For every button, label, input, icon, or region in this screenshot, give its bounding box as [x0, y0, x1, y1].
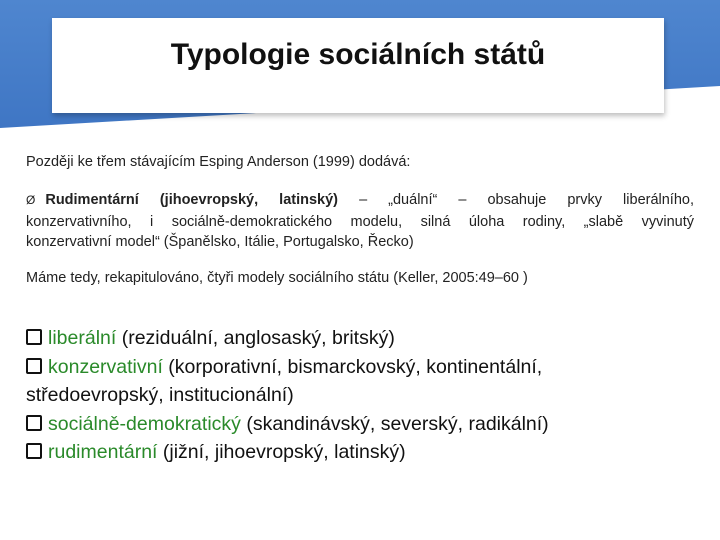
- checkbox-bullet-icon: [26, 443, 42, 459]
- model-desc: (korporativní, bismarckovský, kontinentální,: [162, 355, 543, 378]
- checkbox-bullet-icon: [26, 415, 42, 431]
- model-name: sociálně-demokratický: [48, 412, 241, 435]
- point-line-2: konzervativního, i sociálně-demokratického modelu, silná úloha rodiny, „slabě vyvinutý: [26, 214, 694, 230]
- model-name: konzervativní: [48, 355, 163, 378]
- list-item: [26, 353, 706, 382]
- point-term: Rudimentární (jihoevropský, latinský): [45, 192, 339, 208]
- models-list: [26, 324, 706, 467]
- point-line-1: [26, 190, 694, 210]
- list-item: [26, 410, 706, 439]
- list-item: [26, 324, 706, 353]
- model-name: liberální: [48, 327, 117, 349]
- summary-text: Máme tedy, rekapitulováno, čtyři modely sociálního státu (Keller, 2005:49–60 ): [26, 270, 528, 286]
- intro-text: Později ke třem stávajícím Esping Anderson (1999) dodává:: [26, 154, 411, 170]
- list-item-continuation: [26, 381, 706, 410]
- checkbox-bullet-icon: [26, 358, 42, 374]
- point-line-3: konzervativní model“ (Španělsko, Itálie, Portugalsko, Řecko): [26, 234, 414, 250]
- model-desc: (jižní, jihoevropský, latinský): [157, 441, 406, 463]
- point-line1-rest: – „duální“ – obsahuje prvky liberálního,: [359, 192, 694, 208]
- model-desc: (skandinávský, severský, radikální): [240, 412, 549, 435]
- model-name: rudimentární: [48, 441, 158, 463]
- list-item: [26, 438, 706, 467]
- model-desc: (reziduální, anglosaský, britský): [116, 327, 395, 349]
- checkbox-bullet-icon: [26, 329, 42, 345]
- arrow-bullet-icon: Ø: [26, 193, 36, 207]
- slide-title: Typologie sociálních států: [170, 38, 546, 71]
- model-desc: středoevropský, institucionální): [26, 384, 294, 406]
